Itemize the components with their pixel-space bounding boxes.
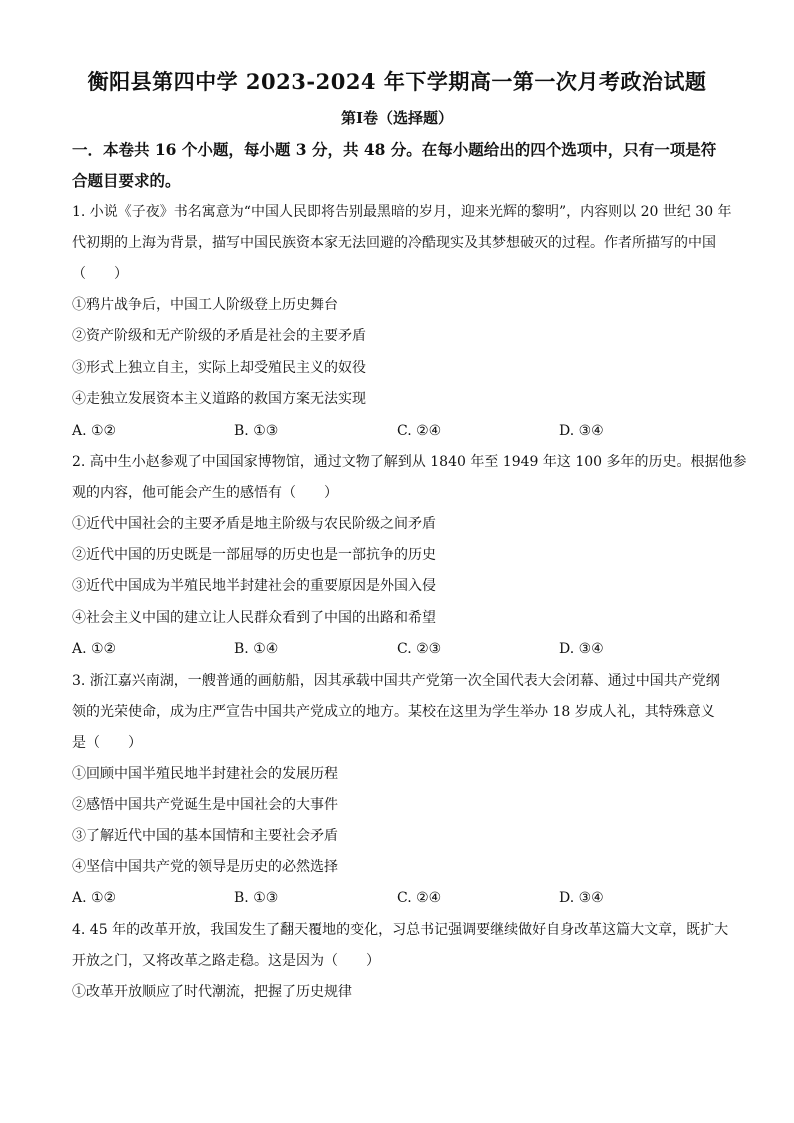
question-3-stem: 是（ ） [72,735,142,751]
question-1-item: ③形式上独立自主，实际上却受殖民主义的奴役 [72,360,366,376]
question-2-option-b: B. ①④ [234,641,279,657]
question-3-option-a: A. ①② [72,890,117,906]
question-3-item: ②感悟中国共产党诞生是中国社会的大事件 [72,797,338,813]
question-1-item: ②资产阶级和无产阶级的矛盾是社会的主要矛盾 [72,328,366,344]
question-3-option-b: B. ①③ [234,890,279,906]
question-3-item: ④坚信中国共产党的领导是历史的必然选择 [72,859,338,875]
question-1-option-c: C. ②④ [397,423,442,439]
question-1-stem: （ ） [72,266,128,282]
question-1-item: ④走独立发展资本主义道路的救国方案无法实现 [72,391,366,407]
question-4-item: ①改革开放顺应了时代潮流，把握了历史规律 [72,984,352,1000]
section-heading: 第Ⅰ卷（选择题） [340,109,454,127]
question-3-option-c: C. ②④ [397,890,442,906]
question-2-item: ③近代中国成为半殖民地半封建社会的重要原因是外国入侵 [72,578,436,594]
question-1-option-b: B. ①③ [234,423,279,439]
question-1-stem: 1. 小说《子夜》书名寓意为“中国人民即将告别最黑暗的岁月，迎来光辉的黎明”，内容则以 20 世纪 30 年 [72,204,732,220]
question-1-item: ①鸦片战争后，中国工人阶级登上历史舞台 [72,297,338,313]
question-1-option-a: A. ①② [72,423,117,439]
question-4-stem: 4. 45 年的改革开放，我国发生了翻天覆地的变化，习总书记强调要继续做好自身改革这篇大文章，既扩大 [72,922,729,938]
question-2-item: ④社会主义中国的建立让人民群众看到了中国的出路和希望 [72,610,436,626]
question-3-stem: 3. 浙江嘉兴南湖，一艘普通的画舫船，因其承载中国共产党第一次全国代表大会闭幕、通过中国共产党纲 [72,673,720,689]
question-3-option-d: D. ③④ [559,890,604,906]
question-2-option-a: A. ①② [72,641,117,657]
question-3-stem: 领的光荣使命，成为庄严宣告中国共产党成立的地方。某校在这里为学生举办 18 岁成人礼，其特殊意义 [72,704,715,720]
question-1-option-d: D. ③④ [559,423,604,439]
question-2-option-d: D. ③④ [559,641,604,657]
question-2-stem: 2. 高中生小赵参观了中国国家博物馆，通过文物了解到从 1840 年至 1949 年这 100 多年的历史。根据他参 [72,454,747,470]
question-3-item: ③了解近代中国的基本国情和主要社会矛盾 [72,828,338,844]
question-3-item: ①回顾中国半殖民地半封建社会的发展历程 [72,766,338,782]
question-2-option-c: C. ②③ [397,641,442,657]
question-2-stem: 观的内容，他可能会产生的感悟有（ ） [72,485,338,501]
question-2-item: ②近代中国的历史既是一部屈辱的历史也是一部抗争的历史 [72,547,436,563]
instructions-line-2: 合题目要求的。 [72,171,181,190]
question-1-stem: 代初期的上海为背景，描写中国民族资本家无法回避的冷酷现实及其梦想破灭的过程。作者所描写的中国 [72,235,716,251]
question-2-item: ①近代中国社会的主要矛盾是地主阶级与农民阶级之间矛盾 [72,516,436,532]
instructions-line-1: 一．本卷共 16 个小题，每小题 3 分，共 48 分。在每小题给出的四个选项中，只有一项是符 [72,140,717,159]
page-title: 衡阳县第四中学 2023-2024 年下学期高一第一次月考政治试题 [87,69,707,94]
question-4-stem: 开放之门，又将改革之路走稳。这是因为（ ） [72,953,380,969]
